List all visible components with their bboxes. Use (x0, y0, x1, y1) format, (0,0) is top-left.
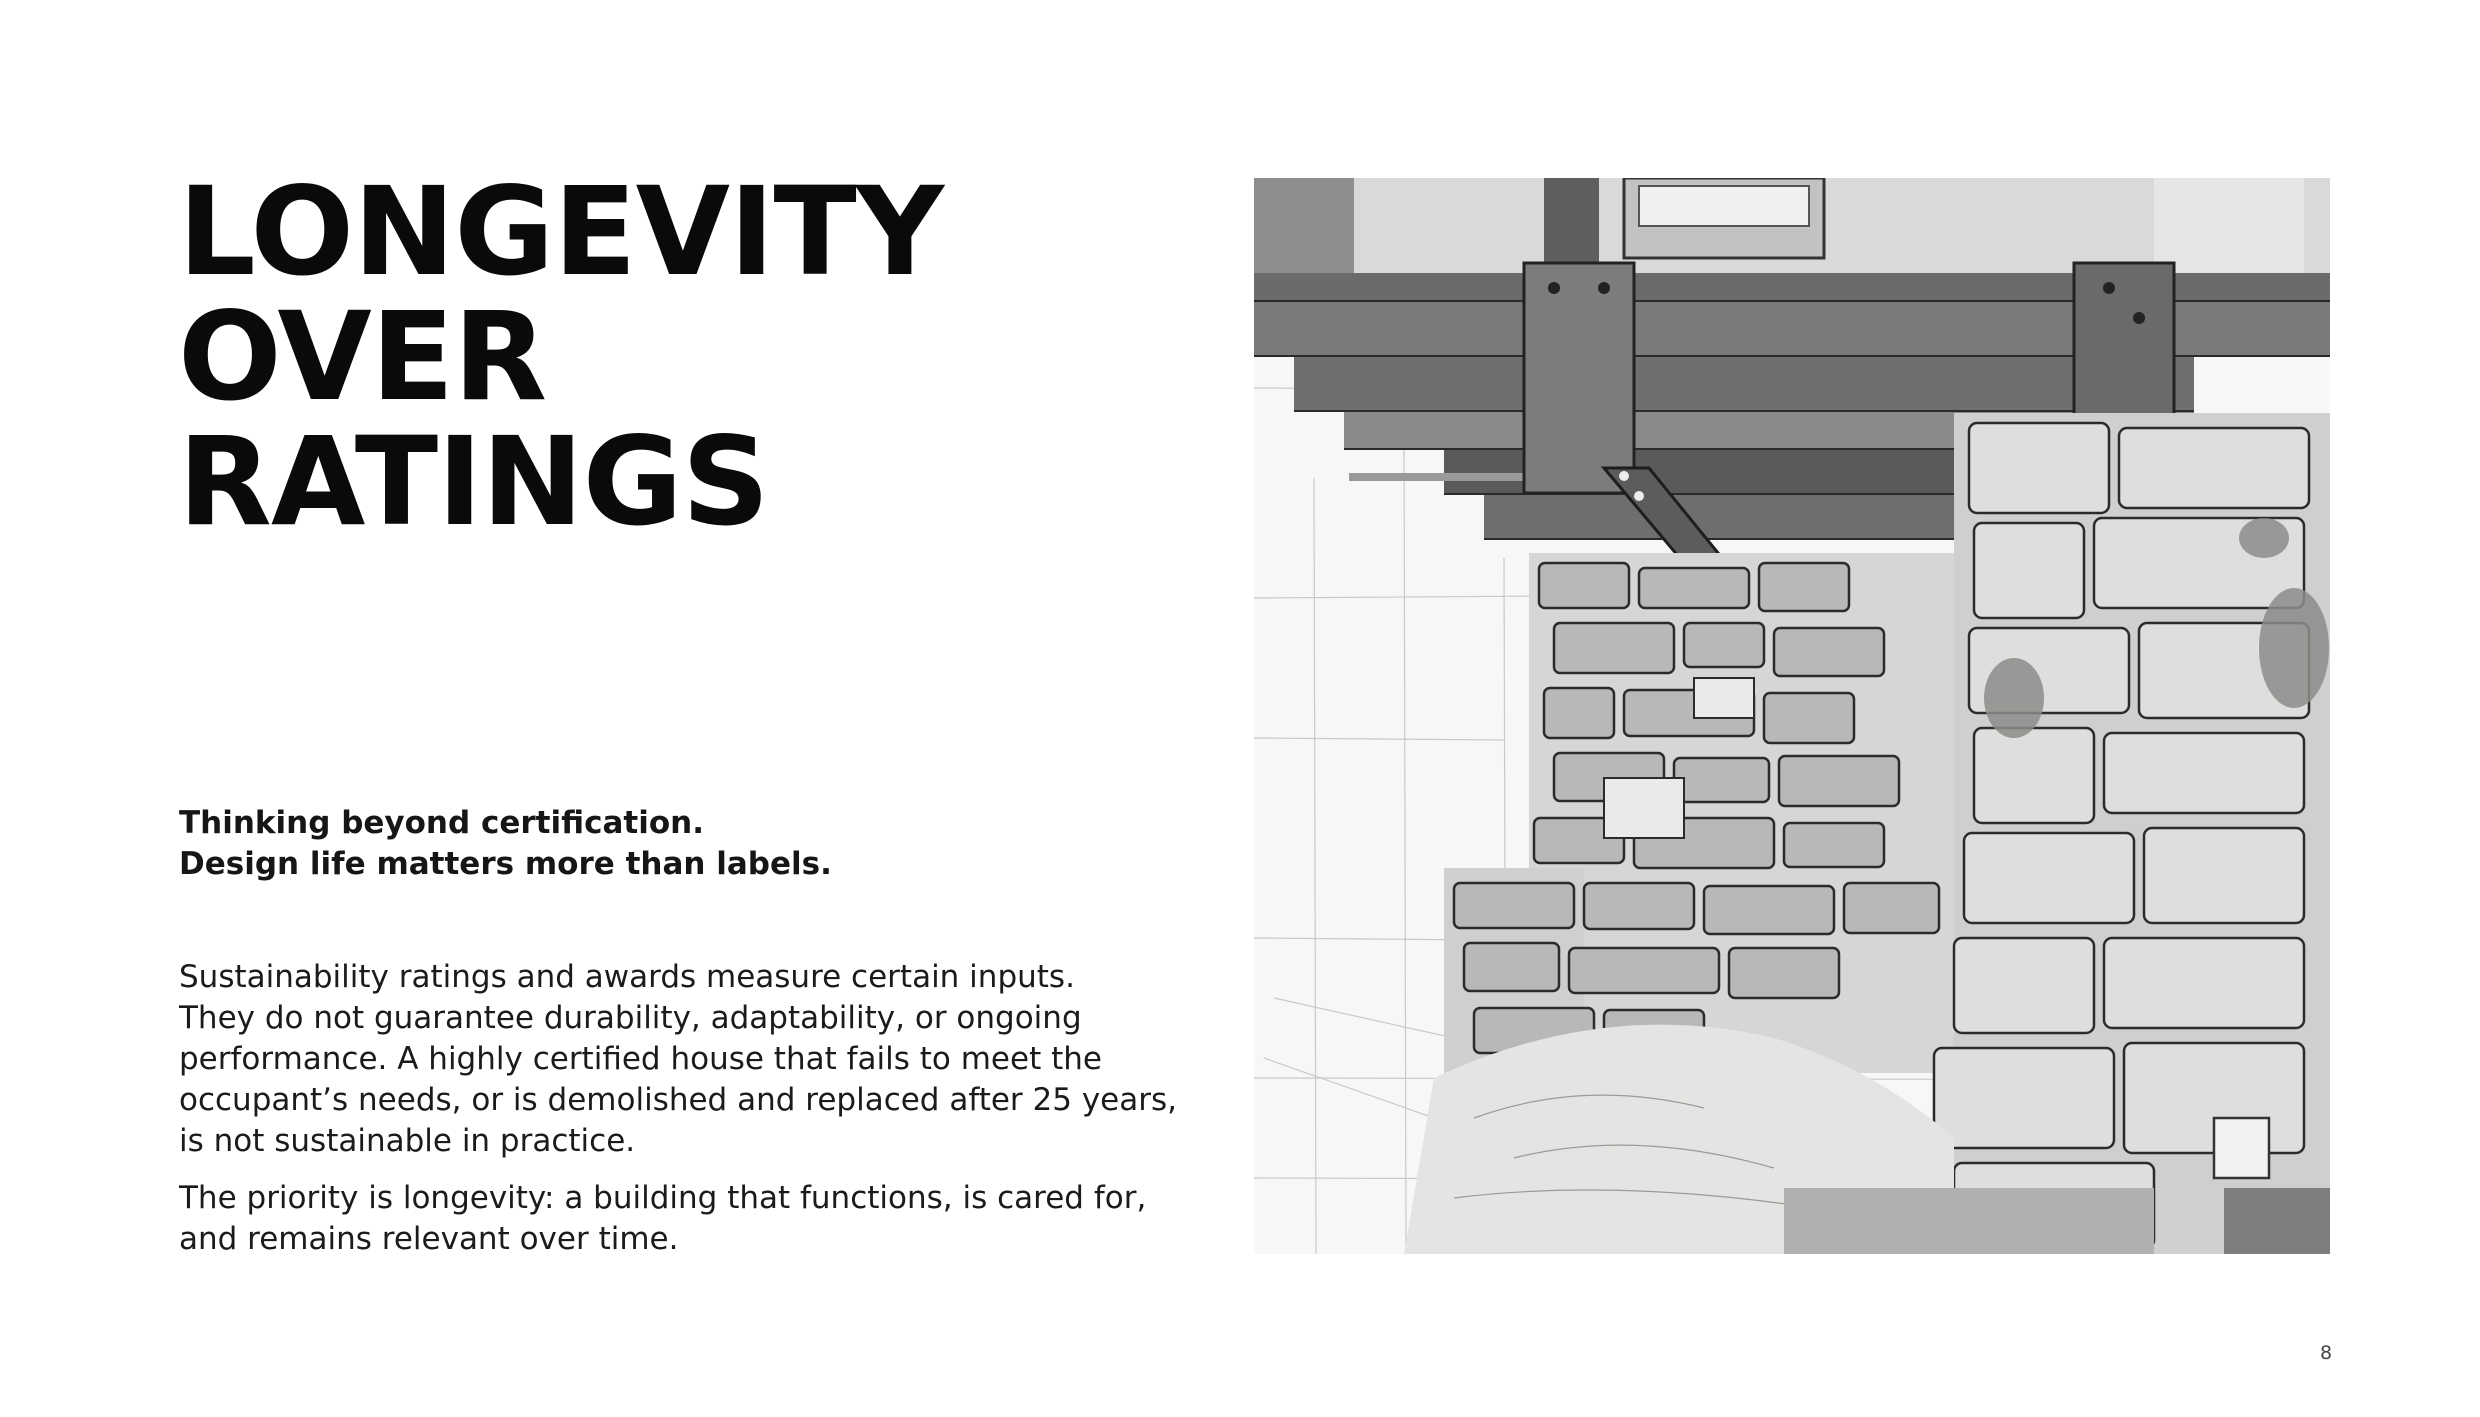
title-line-2: OVER (178, 286, 547, 428)
architectural-sketch-image (1254, 178, 2330, 1254)
timber-stone-sketch-icon (1254, 178, 2330, 1254)
body-line: is not sustainable in practice. (179, 1123, 636, 1159)
body-line: and remains relevant over time. (179, 1221, 679, 1257)
body-paragraph-1 (179, 957, 1179, 1162)
page-number: 8 (2320, 1342, 2333, 1364)
body-copy (179, 957, 1179, 1276)
title-line-1: LONGEVITY (178, 161, 944, 303)
body-paragraph-2 (179, 1178, 1179, 1260)
lead-line-2: Design life matters more than labels. (179, 846, 832, 882)
body-line: performance. A highly certified house that fails to meet the (179, 1041, 1102, 1077)
body-line: occupant’s needs, or is demolished and replaced after 25 years, (179, 1082, 1177, 1118)
body-line: The priority is longevity: a building that functions, is cared for, (179, 1180, 1147, 1216)
title-line-3: RATINGS (178, 411, 769, 553)
body-line: Sustainability ratings and awards measure certain inputs. (179, 959, 1075, 995)
body-line: They do not guarantee durability, adaptability, or ongoing (179, 1000, 1082, 1036)
lead-line-1: Thinking beyond certification. (179, 805, 704, 841)
lead-statement (179, 803, 832, 885)
slide-title (178, 161, 944, 553)
